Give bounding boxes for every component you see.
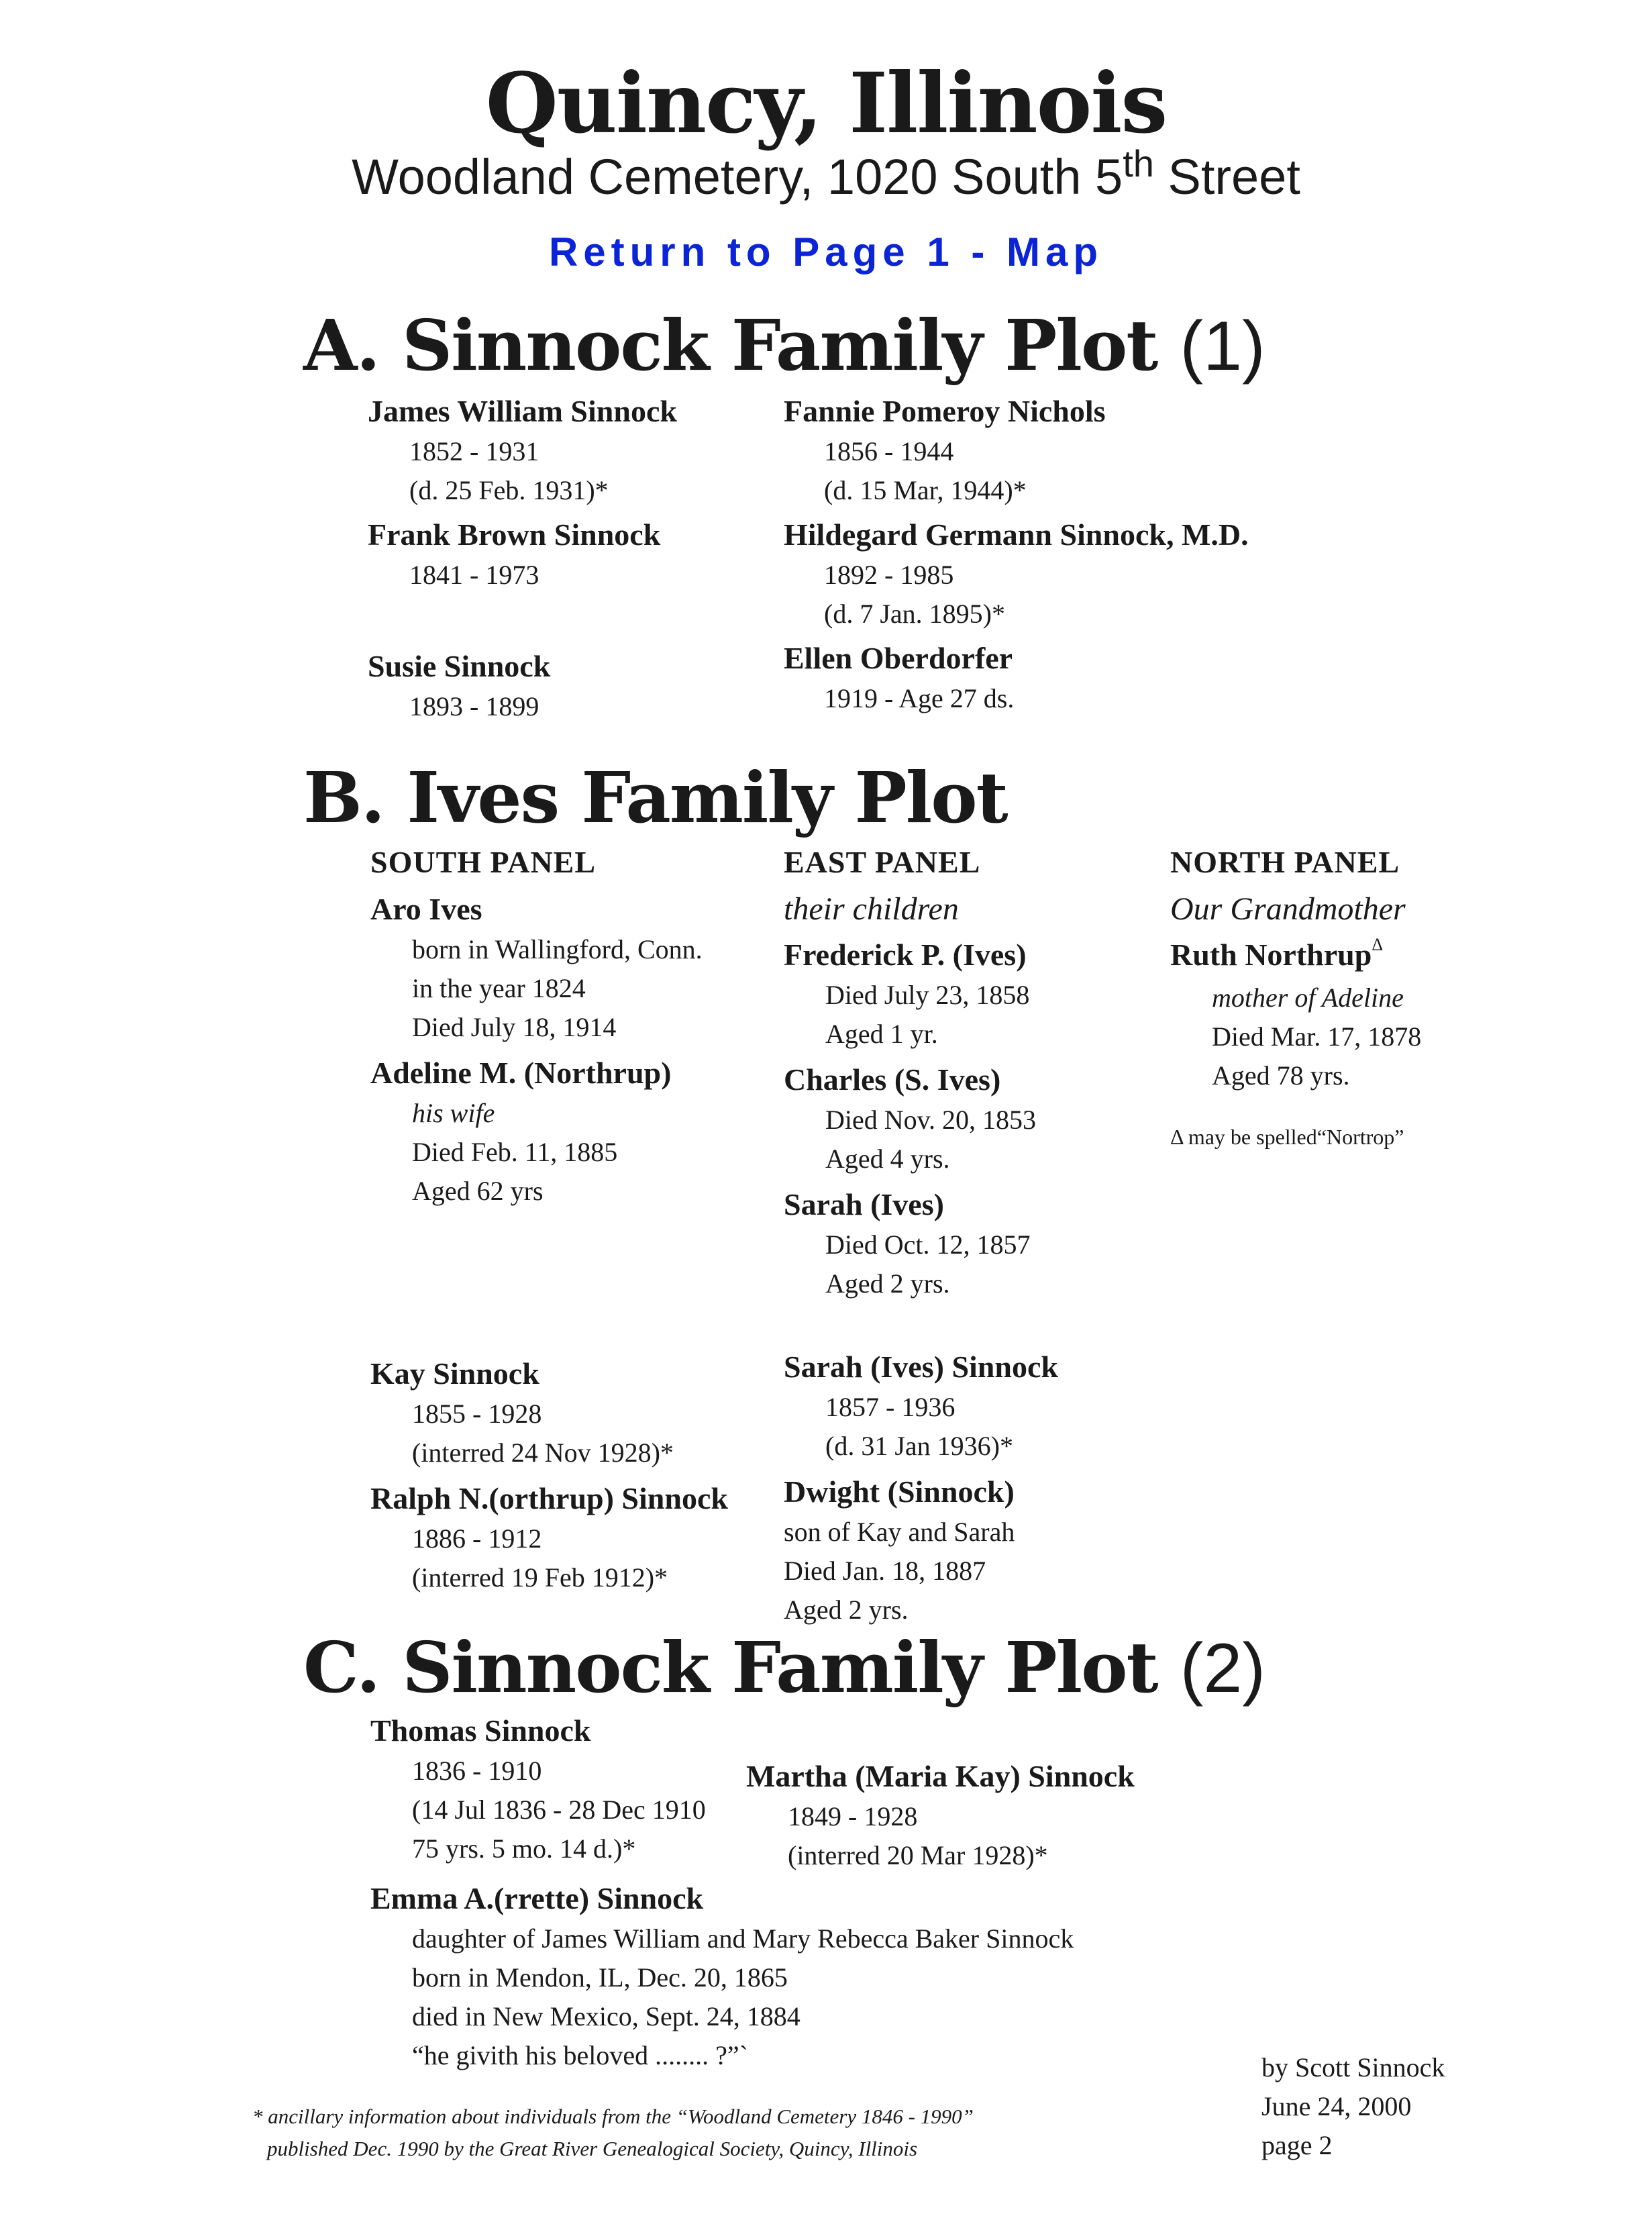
author-byline: by Scott Sinnock — [1261, 2052, 1445, 2082]
person-detail: in the year 1824 — [412, 973, 586, 1003]
person-detail: (interred 20 Mar 1928)* — [788, 1840, 1048, 1870]
person-name: Martha (Maria Kay) Sinnock — [746, 1759, 1135, 1793]
south-panel-label: SOUTH PANEL — [370, 845, 597, 879]
person-dates: 1855 - 1928 — [412, 1399, 542, 1429]
person-dates: 1892 - 1985 — [824, 560, 954, 590]
person-dates: 1836 - 1910 — [412, 1756, 542, 1786]
footnote: * ancillary information about individuals from the “Woodland Cemetery 1846 - 1990” — [252, 2105, 974, 2128]
person-detail: Aged 62 yrs — [412, 1176, 544, 1206]
north-panel-label: NORTH PANEL — [1170, 845, 1400, 879]
person-detail: 75 yrs. 5 mo. 14 d.)* — [412, 1833, 636, 1864]
east-panel-label: EAST PANEL — [784, 845, 981, 879]
person-detail: born in Wallingford, Conn. — [412, 934, 703, 964]
person-name: Ralph N.(orthrup) Sinnock — [370, 1481, 728, 1515]
person-detail: (interred 19 Feb 1912)* — [412, 1562, 668, 1593]
person-death: (d. 25 Feb. 1931)* — [409, 475, 609, 505]
person-detail: Aged 4 yrs. — [825, 1144, 950, 1174]
person-name: Hildegard Germann Sinnock, M.D. — [784, 517, 1249, 552]
person-detail: “he givith his beloved ........ ?”` — [412, 2040, 748, 2070]
person-detail: died in New Mexico, Sept. 24, 1884 — [412, 2001, 801, 2031]
person-name: Susie Sinnock — [368, 649, 551, 683]
person-detail: Died Mar. 17, 1878 — [1212, 1021, 1422, 1052]
person-detail: (interred 24 Nov 1928)* — [412, 1438, 674, 1468]
person-detail: Died Nov. 20, 1853 — [825, 1105, 1037, 1135]
page-date: June 24, 2000 — [1261, 2091, 1412, 2121]
person-dates: 1841 - 1973 — [409, 560, 539, 590]
person-detail: born in Mendon, IL, Dec. 20, 1865 — [412, 1962, 788, 1993]
panel-subtitle: their children — [784, 891, 959, 927]
page-title: Quincy, Illinois — [485, 55, 1167, 152]
delta-marker: Δ — [1372, 935, 1384, 954]
person-name: Kay Sinnock — [370, 1356, 539, 1391]
person-dates: 1886 - 1912 — [412, 1523, 542, 1554]
person-dates: 1852 - 1931 — [409, 436, 539, 466]
person-death: (d. 7 Jan. 1895)* — [824, 599, 1005, 629]
person-detail: (d. 31 Jan 1936)* — [825, 1431, 1013, 1461]
person-detail: Aged 2 yrs. — [825, 1268, 950, 1299]
person-name: Fannie Pomeroy Nichols — [784, 394, 1106, 428]
person-detail: (14 Jul 1836 - 28 Dec 1910 — [412, 1795, 706, 1825]
person-name: Charles (S. Ives) — [784, 1062, 1001, 1097]
person-detail: his wife — [412, 1098, 495, 1128]
footnote: published Dec. 1990 by the Great River Genealogical Society, Quincy, Illinois — [267, 2137, 918, 2160]
panel-subtitle: Our Grandmother — [1170, 891, 1406, 927]
spelling-note: Δ may be spelled“Nortrop” — [1170, 1125, 1404, 1149]
person-detail: Aged 78 yrs. — [1212, 1060, 1350, 1091]
section-c-heading: C. Sinnock Family Plot (2) — [303, 1626, 1266, 1709]
person-detail: Died Oct. 12, 1857 — [825, 1229, 1031, 1260]
person-name: Thomas Sinnock — [370, 1713, 591, 1748]
person-detail: daughter of James William and Mary Rebecca Baker Sinnock — [412, 1923, 1074, 1954]
person-name: Frederick P. (Ives) — [784, 938, 1027, 972]
person-name: James William Sinnock — [368, 394, 677, 428]
person-detail: Died July 23, 1858 — [825, 980, 1030, 1010]
page-subtitle: Woodland Cemetery, 1020 South 5th Street — [352, 142, 1300, 205]
person-name: Frank Brown Sinnock — [368, 517, 661, 552]
person-detail: Died Feb. 11, 1885 — [412, 1137, 618, 1167]
return-to-map-link[interactable]: Return to Page 1 - Map — [548, 230, 1104, 274]
person-name: Aro Ives — [370, 892, 482, 926]
person-detail: Died Jan. 18, 1887 — [784, 1556, 986, 1586]
person-dates: 1856 - 1944 — [824, 436, 954, 466]
person-name: Sarah (Ives) — [784, 1187, 944, 1221]
section-b-heading: B. Ives Family Plot — [303, 756, 1007, 839]
person-name: Emma A.(rrette) Sinnock — [370, 1881, 704, 1915]
person-name: Sarah (Ives) Sinnock — [784, 1350, 1058, 1384]
person-name: Dwight (Sinnock) — [784, 1474, 1015, 1509]
person-name: Adeline M. (Northrup) — [370, 1056, 672, 1090]
person-detail: Aged 2 yrs. — [784, 1595, 909, 1625]
section-a-heading: A. Sinnock Family Plot (1) — [303, 304, 1266, 387]
person-detail: Aged 1 yr. — [825, 1019, 938, 1049]
person-name: Ruth Northrup$^\Delta$ — [1170, 935, 1384, 972]
person-dates: 1919 - Age 27 ds. — [824, 683, 1015, 713]
person-name: Ellen Oberdorfer — [784, 641, 1013, 675]
person-dates: 1857 - 1936 — [825, 1392, 956, 1422]
person-detail: son of Kay and Sarah — [784, 1517, 1015, 1547]
person-dates: 1849 - 1928 — [788, 1801, 918, 1831]
person-detail: mother of Adeline — [1212, 983, 1404, 1013]
person-dates: 1893 - 1899 — [409, 691, 539, 721]
page-number: page 2 — [1261, 2130, 1333, 2160]
person-detail: Died July 18, 1914 — [412, 1012, 617, 1042]
person-death: (d. 15 Mar, 1944)* — [824, 475, 1027, 505]
